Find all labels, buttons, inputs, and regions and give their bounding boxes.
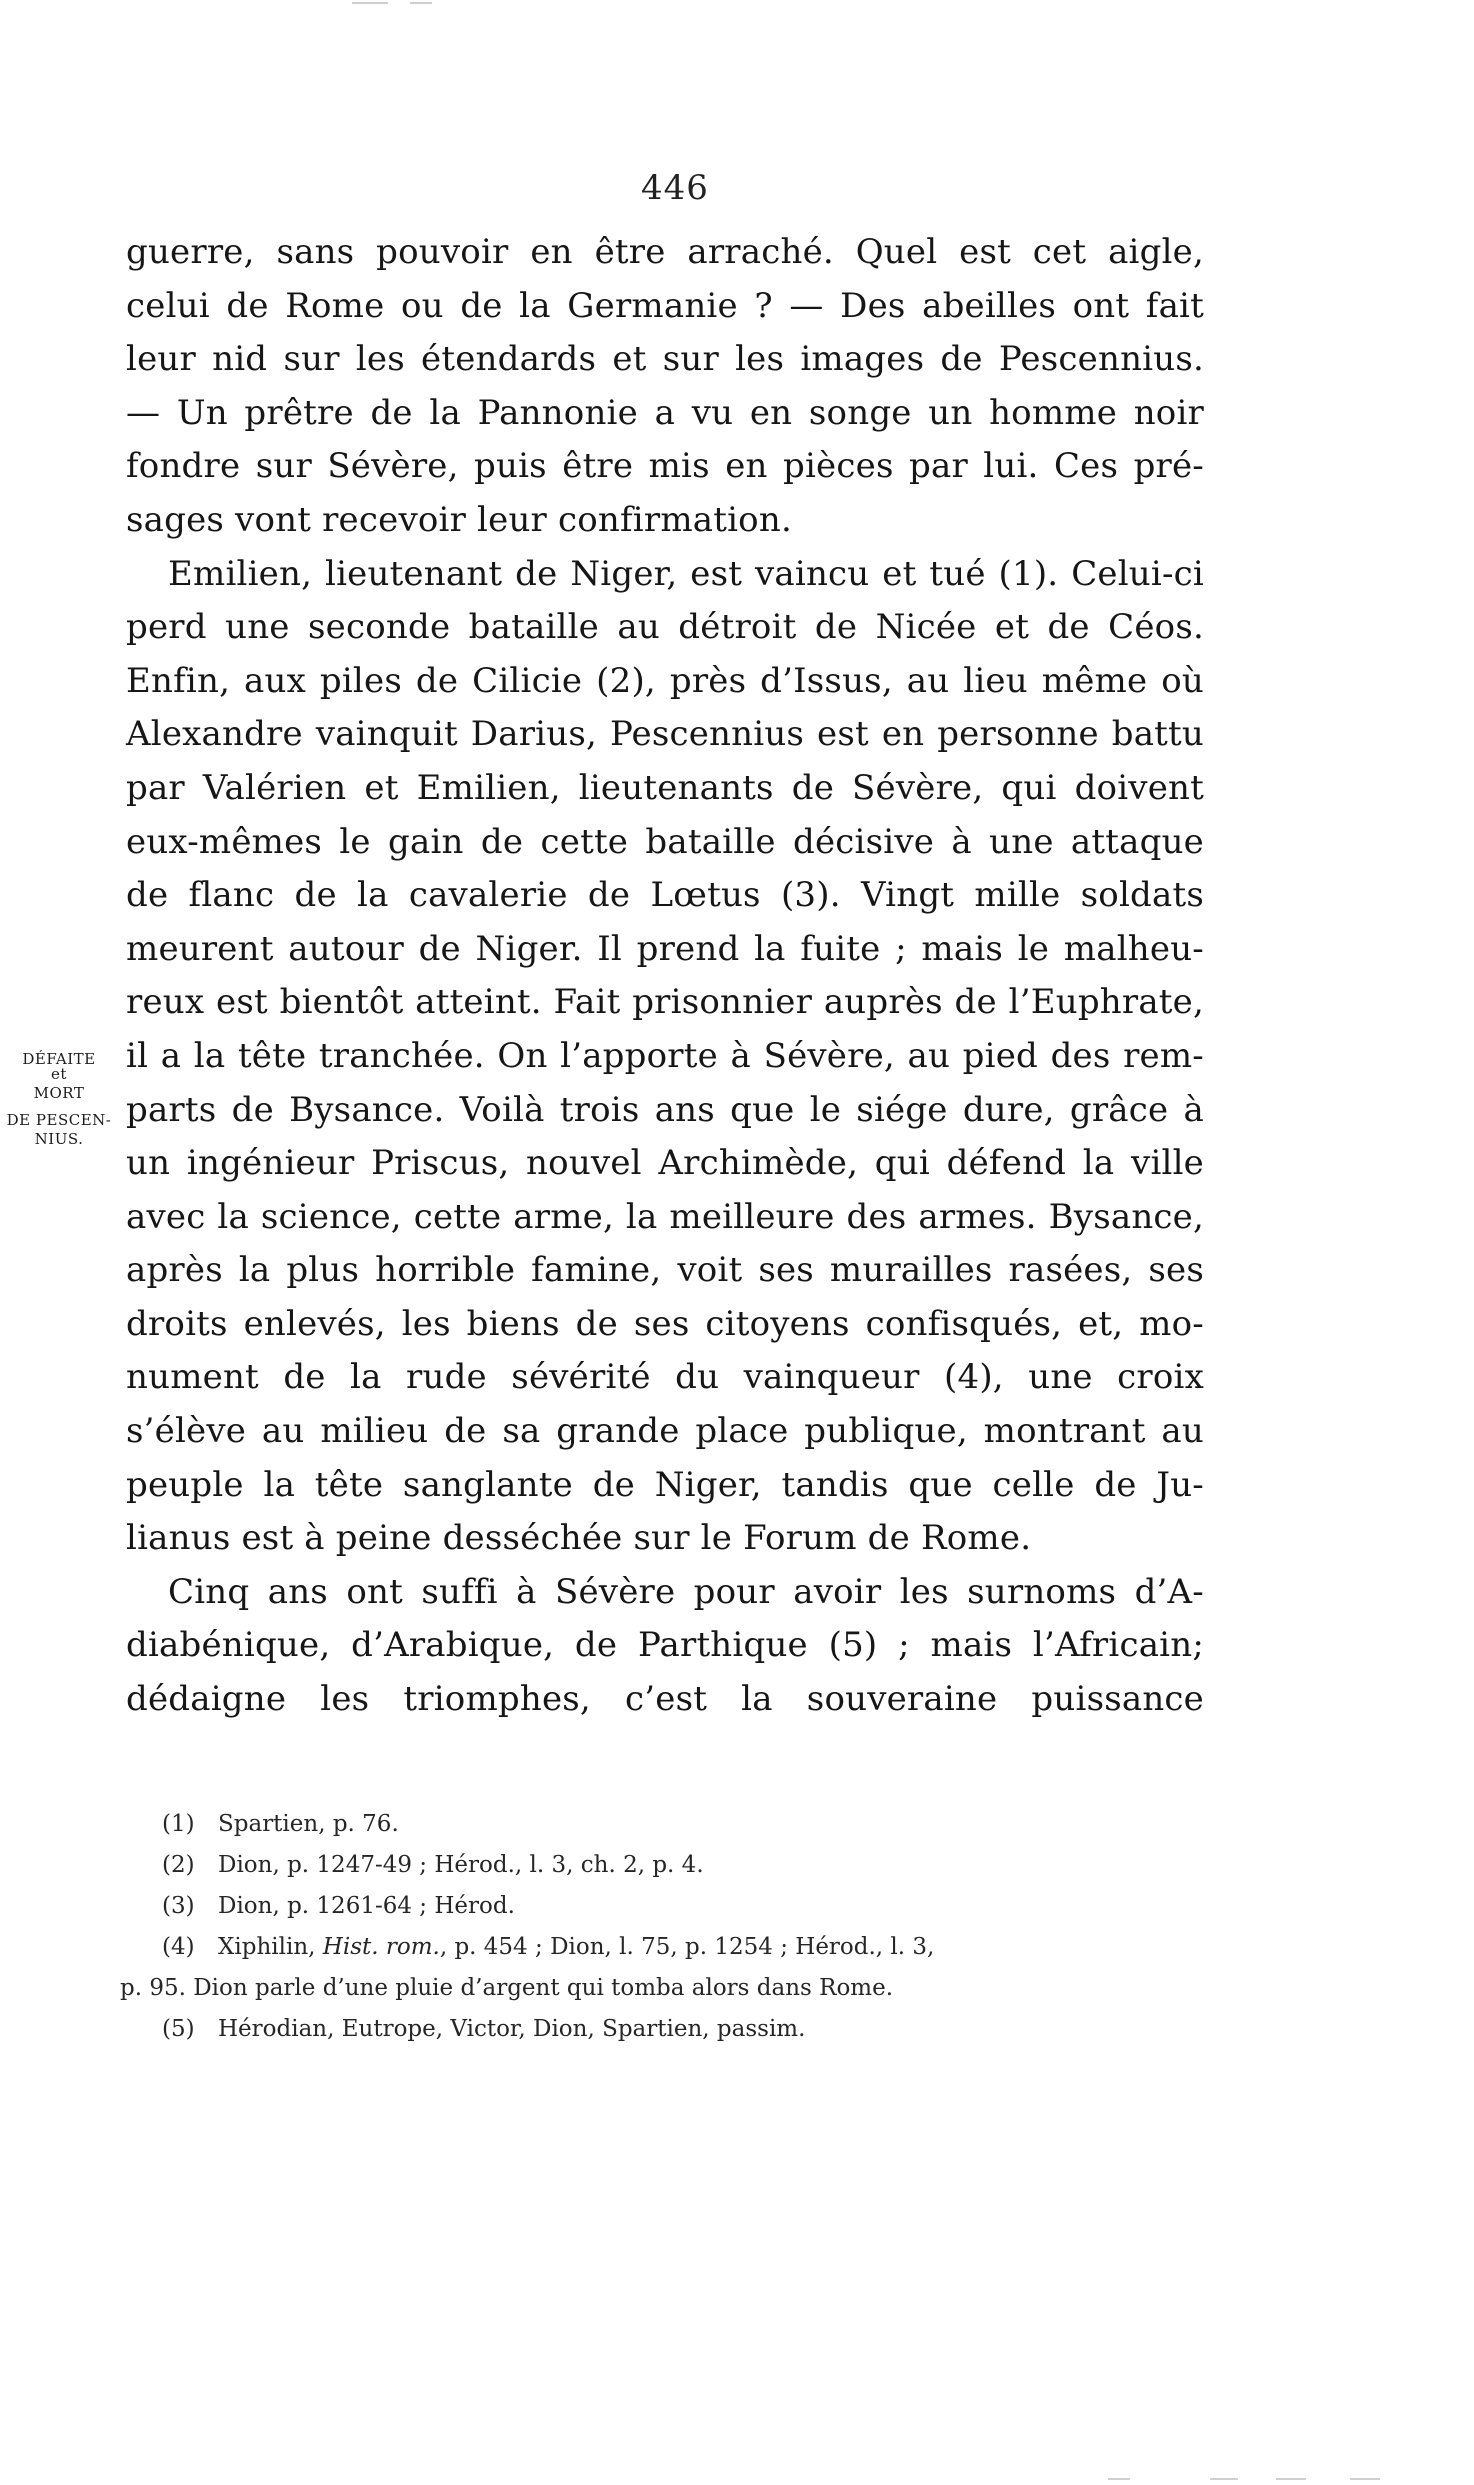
scan-artifact-bottom bbox=[1108, 2478, 1130, 2480]
margin-note bbox=[0, 1047, 118, 1152]
margin-note-line: MORT bbox=[33, 1084, 85, 1102]
text-line: celui de Rome ou de la Germanie ? — Des abeilles ont fait bbox=[126, 285, 1204, 326]
text-line: de flanc de la cavalerie de Lœtus (3). Vingt mille soldats bbox=[126, 875, 1204, 916]
footnote bbox=[162, 1845, 1214, 1886]
text-line: meurent autour de Niger. Il prend la fuite ; mais le malheu- bbox=[126, 928, 1204, 969]
footnote-number: (2) bbox=[162, 1852, 195, 1878]
footnotes bbox=[120, 1804, 1214, 2050]
text-line: sages vont recevoir leur confirmation. bbox=[126, 499, 792, 540]
margin-note-line: et bbox=[51, 1065, 67, 1083]
footnote-text: Dion, p. 1247-49 ; Hérod., l. 3, ch. 2, p. 4. bbox=[218, 1852, 704, 1878]
margin-note-line: DÉFAITE bbox=[22, 1050, 96, 1068]
text-line: avec la science, cette arme, la meilleure des armes. Bysance, bbox=[126, 1196, 1204, 1237]
text-line: parts de Bysance. Voilà trois ans que le siége dure, grâce à bbox=[126, 1089, 1204, 1130]
footnote-text: Xiphilin, bbox=[218, 1934, 316, 1960]
scan-artifact-bottom bbox=[1350, 2478, 1380, 2480]
footnote bbox=[162, 1886, 1214, 1927]
footnote-number: (3) bbox=[162, 1893, 195, 1919]
text-line: Enfin, aux piles de Cilicie (2), près d’Issus, au lieu même où bbox=[126, 660, 1204, 701]
footnote-text: , p. 454 ; Dion, l. 75, p. 1254 ; Hérod., l. 3, bbox=[439, 1934, 935, 1960]
footnote-number: (1) bbox=[162, 1811, 195, 1837]
text-line: s’élève au milieu de sa grande place publique, montrant au bbox=[126, 1411, 1204, 1452]
footnote bbox=[162, 2009, 1214, 2050]
text-line: Cinq ans ont suffi à Sévère pour avoir les surnoms d’A- bbox=[168, 1571, 1204, 1612]
text-line: leur nid sur les étendards et sur les images de Pescennius. bbox=[126, 339, 1204, 380]
main-text-block bbox=[126, 226, 1204, 1727]
footnote-continuation: p. 95. Dion parle d’une pluie d’argent qui tomba alors dans Rome. bbox=[120, 1975, 894, 2001]
text-line: après la plus horrible famine, voit ses murailles rasées, ses bbox=[126, 1250, 1204, 1291]
footnote-number: (5) bbox=[162, 2016, 195, 2042]
margin-note-line: DE PESCEN- bbox=[6, 1111, 112, 1129]
footnote bbox=[162, 1927, 1214, 1968]
text-line: eux-mêmes le gain de cette bataille décisive à une attaque bbox=[126, 821, 1204, 862]
scan-artifact-top bbox=[410, 2, 432, 4]
scan-artifact-bottom bbox=[1276, 2478, 1306, 2480]
text-line: fondre sur Sévère, puis être mis en pièces par lui. Ces pré- bbox=[126, 446, 1204, 487]
scan-artifact-top bbox=[352, 2, 388, 4]
text-line: Emilien, lieutenant de Niger, est vaincu et tué (1). Celui-ci bbox=[168, 553, 1204, 594]
text-line: peuple la tête sanglante de Niger, tandis que celle de Ju- bbox=[126, 1464, 1204, 1505]
text-line: par Valérien et Emilien, lieutenants de Sévère, qui doivent bbox=[126, 767, 1204, 808]
scan-artifact-bottom bbox=[1210, 2478, 1238, 2480]
text-line: reux est bientôt atteint. Fait prisonnier auprès de l’Euphrate, bbox=[126, 982, 1204, 1023]
text-line: il a la tête tranchée. On l’apporte à Sévère, au pied des rem- bbox=[126, 1035, 1204, 1076]
footnote-italic-title: Hist. rom. bbox=[322, 1934, 440, 1960]
text-line: diabénique, d’Arabique, de Parthique (5) ; mais l’Africain; bbox=[126, 1625, 1204, 1666]
margin-note-line: NIUS. bbox=[34, 1130, 84, 1148]
footnote-text: Hérodian, Eutrope, Victor, Dion, Spartien, passim. bbox=[218, 2016, 806, 2042]
footnote bbox=[162, 1804, 1214, 1845]
text-line: perd une seconde bataille au détroit de Nicée et de Céos. bbox=[126, 607, 1204, 648]
footnote-number: (4) bbox=[162, 1934, 195, 1960]
text-line: lianus est à peine desséchée sur le Forum de Rome. bbox=[126, 1518, 1032, 1559]
footnote-text: Dion, p. 1261-64 ; Hérod. bbox=[218, 1893, 515, 1919]
footnote-text: Spartien, p. 76. bbox=[218, 1811, 399, 1837]
text-line: dédaigne les triomphes, c’est la souveraine puissance bbox=[126, 1679, 1204, 1720]
page-number: 446 bbox=[641, 168, 709, 208]
text-line: guerre, sans pouvoir en être arraché. Quel est cet aigle, bbox=[126, 232, 1204, 272]
text-line: nument de la rude sévérité du vainqueur (4), une croix bbox=[126, 1357, 1204, 1398]
text-line: — Un prêtre de la Pannonie a vu en songe un homme noir bbox=[126, 392, 1204, 433]
text-line: Alexandre vainquit Darius, Pescennius est en personne battu bbox=[126, 714, 1204, 755]
text-line: un ingénieur Priscus, nouvel Archimède, qui défend la ville bbox=[126, 1143, 1204, 1184]
text-line: droits enlevés, les biens de ses citoyens confisqués, et, mo- bbox=[126, 1303, 1204, 1344]
